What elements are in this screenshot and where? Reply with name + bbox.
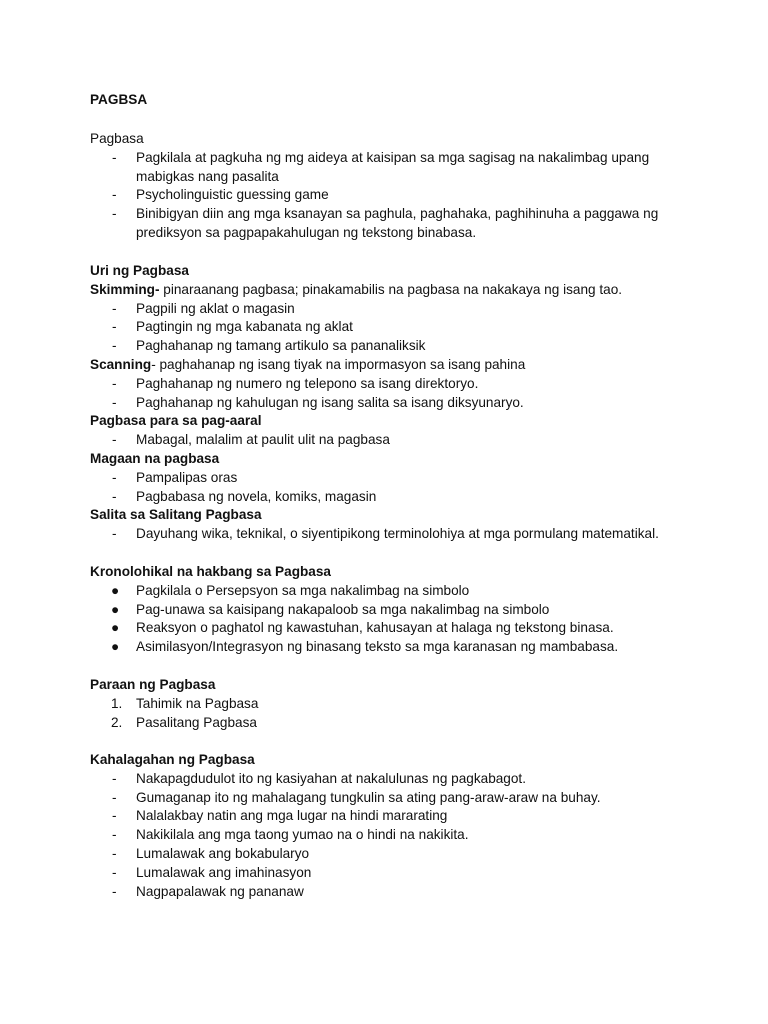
subheading: Magaan na pagbasa (90, 450, 220, 466)
list-item: - Paghahanap ng tamang artikulo sa pananaliksik (0, 337, 768, 356)
bullet-marker: ● (111, 639, 120, 655)
subheading: Pagbasa para sa pag-aaral (90, 413, 262, 429)
list-item: - Nakikilala ang mga taong yumao na o hindi na nakikita. (0, 826, 768, 845)
dash-marker: - (112, 469, 117, 485)
section-paraan (0, 676, 768, 732)
list-item: ● Pagkilala o Persepsyon sa mga nakalimbag na simbolo (0, 582, 768, 601)
bullet-marker: ● (111, 620, 120, 636)
dash-marker: - (112, 864, 117, 880)
dash-marker: - (112, 432, 117, 448)
list-item: - Nakapagdudulot ito ng kasiyahan at nakalulunas ng pagkabagot. (0, 770, 768, 789)
dash-marker: - (112, 300, 117, 316)
dash-marker: - (112, 789, 117, 805)
section-heading: Kronolohikal na hakbang sa Pagbasa (90, 564, 331, 579)
dash-marker: - (112, 827, 117, 843)
list-item: 2. Pasalitang Pagbasa (0, 714, 768, 733)
bullet-marker: ● (111, 601, 120, 617)
section-kronolohikal (0, 563, 768, 657)
dash-marker: - (112, 187, 117, 203)
list-item: - Binibigyan diin ang mga ksanayan sa paghula, paghahaka, paghihinuha a paggawa ng prediksyon sa pagpapakahulugan ng tekstong binabasa. (112, 206, 659, 240)
section-heading: Pagbasa (90, 131, 144, 146)
list-item: 1. Tahimik na Pagbasa (0, 695, 768, 714)
list-item: - Lumalawak ang imahinasyon (0, 864, 768, 883)
dash-marker: - (112, 808, 117, 824)
dash-marker: - (112, 488, 117, 504)
section-heading: Uri ng Pagbasa (90, 263, 189, 278)
list-item: - Paghahanap ng numero ng telepono sa isang direktoryo. (0, 375, 768, 394)
subheading: Salita sa Salitang Pagbasa (90, 507, 262, 523)
definition: - paghahanap ng isang tiyak na impormasyon sa isang pahina (151, 356, 526, 372)
list-item: ● Reaksyon o paghatol ng kawastuhan, kahusayan at halaga ng tekstong binasa. (0, 619, 768, 638)
list-item: ● Asimilasyon/Integrasyon ng binasang teksto sa mga karanasan ng mambabasa. (0, 638, 768, 657)
list-item: - Mabagal, malalim at paulit ulit na pagbasa (0, 431, 768, 450)
dash-marker: - (112, 319, 117, 335)
section-heading: Paraan ng Pagbasa (90, 677, 216, 692)
term: Skimming- (90, 281, 160, 297)
section-heading: Kahalagahan ng Pagbasa (90, 752, 255, 767)
definition: pinaraanang pagbasa; pinakamabilis na pagbasa na nakakaya ng isang tao. (159, 281, 623, 297)
list-item: - Pagkilala at pagkuha ng mg aideya at kaisipan sa mga sagisag na nakalimbag upang mabigkas nang pasalita (112, 149, 650, 184)
dash-marker: - (112, 394, 117, 410)
section-uri (0, 262, 768, 544)
list-item: ● Pag-unawa sa kaisipang nakapaloob sa mga nakalimbag na simbolo (0, 601, 768, 620)
dash-marker: - (112, 526, 117, 542)
number-marker: 2. (111, 714, 123, 730)
doc-title: PAGBSA (90, 92, 148, 107)
list-item: - Lumalawak ang bokabularyo (0, 845, 768, 864)
section-kahalagahan (0, 751, 768, 901)
bullet-marker: ● (111, 582, 120, 598)
section-pagbasa (0, 130, 768, 243)
list-item: - Pagbabasa ng novela, komiks, magasin (0, 488, 768, 507)
list-item: - Pampalipas oras (0, 469, 768, 488)
dash-marker: - (112, 883, 117, 899)
dash-marker: - (112, 206, 117, 222)
dash-marker: - (112, 338, 117, 354)
list-item: - Dayuhang wika, teknikal, o siyentipikong terminolohiya at mga pormulang matematikal. (0, 525, 768, 544)
list-item: - Paghahanap ng kahulugan ng isang salita sa isang diksyunaryo. (0, 394, 768, 413)
skimming-line (0, 281, 768, 300)
list-item: - Psycholinguistic guessing game (0, 186, 768, 205)
dash-marker: - (112, 375, 117, 391)
dash-marker: - (112, 770, 117, 786)
doc-title-block (0, 91, 768, 110)
list-item: - Nalalakbay natin ang mga lugar na hindi mararating (0, 807, 768, 826)
list-item: - Nagpapalawak ng pananaw (0, 883, 768, 902)
number-marker: 1. (111, 695, 123, 711)
list-item: - Pagpili ng aklat o magasin (0, 300, 768, 319)
scanning-line (0, 356, 768, 375)
list-item: - Pagtingin ng mga kabanata ng aklat (0, 318, 768, 337)
dash-marker: - (112, 845, 117, 861)
term: Scanning (90, 356, 152, 372)
dash-marker: - (112, 149, 117, 165)
list-item: - Gumaganap ito ng mahalagang tungkulin sa ating pang-araw-araw na buhay. (0, 789, 768, 808)
